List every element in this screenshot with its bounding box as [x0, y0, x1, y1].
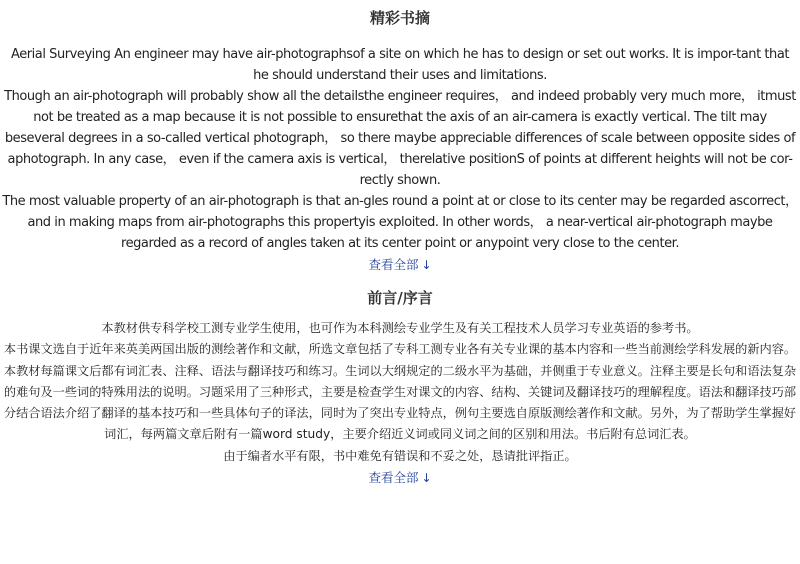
arrow-down-icon: ↓: [421, 258, 432, 272]
excerpt-title: 精彩书摘: [369, 9, 430, 27]
preface-paragraph: 本书课文选自于近年来英美两国出版的测绘著作和文献，所选文章包括了专科工测专业各有关专业课的基本内容和一些当前测绘学科发展的新内容。: [3, 342, 797, 357]
arrow-down-icon: ↓: [421, 471, 432, 486]
view-all-label: 查看全部: [368, 257, 419, 272]
preface-title: 前言/序言: [367, 289, 433, 307]
view-all-label: 查看全部: [368, 470, 419, 486]
excerpt-body: [0, 44, 800, 254]
preface-body: [0, 318, 800, 467]
excerpt-view-all-link[interactable]: [0, 254, 800, 276]
preface-paragraph: 本教材每篇课文后都有词汇表、注释、语法与翻译技巧和练习。生词以大纲规定的二级水平为基础，并侧重于专业意义。注释主要是长句和语法复杂的难句及一些词的特殊用法的说明。习题采用了三种形式，主要是检查学生对课文的内容、结构、关键词及翻译技巧的理解程度。语法和翻译技巧部分结合语法介绍了翻译的基本技巧和一些具体句子的译法，同时为了突出专业特点，例句主要选自原版测绘著作和文献。另外，为了帮助学生掌握好词汇，每两篇文章后附有一篇word study，主要介绍近义词或同义词之间的区别和用法。书后附有总词汇表。: [3, 363, 797, 442]
preface-section: [0, 276, 800, 489]
excerpt-section: [0, 0, 800, 276]
preface-paragraph: 本教材供专科学校工测专业学生使用，也可作为本科测绘专业学生及有关工程技术人员学习专业英语的参考书。: [101, 321, 699, 335]
preface-view-all-link[interactable]: [0, 467, 800, 489]
excerpt-paragraph: Aerial Surveying An engineer may have air-photographsof a site on which he has to design or set out works. It is impor-tant that he should understand their uses and limitations.: [10, 47, 790, 83]
excerpt-paragraph: Though an air-photograph will probably show all the detailsthe engineer requires， and indeed probably very much more， itmust not be treated as a map because it is not possible to ensurethat the axis of an air-camera is exactly vertical. The tilt may beseveral degrees in a so-called vertical photograph， so there maybe appreciable differences of scale between opposite sides of aphotograph. In any case， even if the camera axis is vertical， therelative positionS of points at different heights will not be cor-rectly shown.: [4, 89, 796, 188]
preface-paragraph: 由于编者水平有限，书中难免有错误和不妥之处，恳请批评指正。: [223, 448, 577, 463]
excerpt-paragraph: The most valuable property of an air-photograph is that an-gles round a point at or close to its center may be regarded ascorrect， and in making maps from air-photographs this propertyis exploited. In other words， a near-vertical air-photograph maybe regarded as a record of angles taken at its center point or anypoint very close to the center.: [2, 194, 798, 251]
